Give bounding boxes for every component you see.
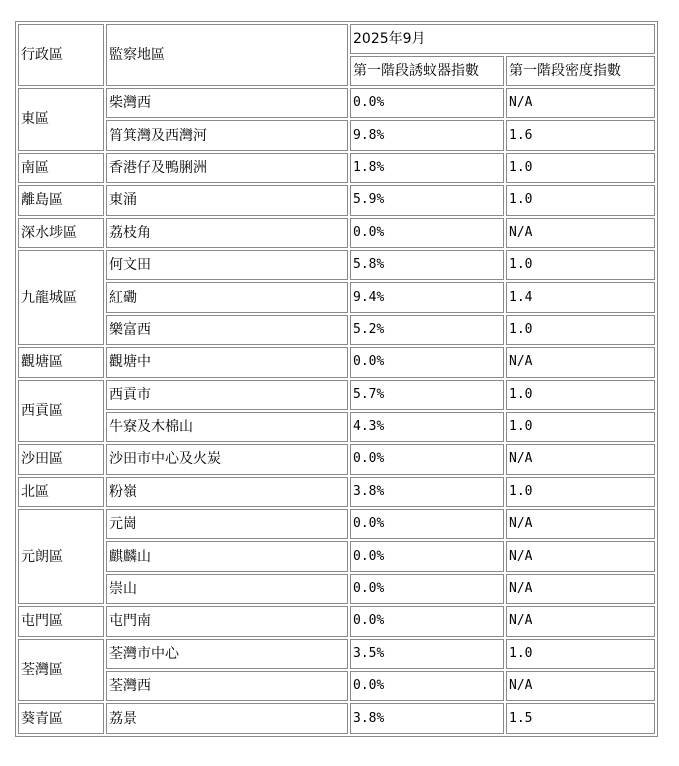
area-cell: 西貢市 [106, 380, 348, 410]
density-index-cell: 1.0 [506, 477, 655, 507]
table-row [18, 120, 655, 150]
density-index-cell: 1.6 [506, 120, 655, 150]
area-cell: 香港仔及鴨脷洲 [106, 153, 348, 183]
area-cell: 牛寮及木棉山 [106, 412, 348, 442]
density-index-cell: N/A [506, 541, 655, 571]
mosquito-index-table [15, 21, 658, 737]
ovitrap-index-cell: 0.0% [350, 218, 504, 248]
area-cell: 荃灣西 [106, 671, 348, 701]
table-row [18, 703, 655, 733]
ovitrap-index-cell: 9.8% [350, 120, 504, 150]
density-index-cell: N/A [506, 574, 655, 604]
density-index-cell: N/A [506, 347, 655, 377]
area-cell: 沙田市中心及火炭 [106, 444, 348, 474]
table-row [18, 315, 655, 345]
area-cell: 柴灣西 [106, 88, 348, 118]
density-index-cell: 1.0 [506, 412, 655, 442]
district-cell: 屯門區 [18, 606, 104, 636]
district-cell: 荃灣區 [18, 639, 104, 702]
header-district: 行政區 [18, 24, 104, 86]
area-cell: 觀塘中 [106, 347, 348, 377]
ovitrap-index-cell: 0.0% [350, 606, 504, 636]
district-cell: 葵青區 [18, 703, 104, 733]
ovitrap-index-cell: 5.2% [350, 315, 504, 345]
ovitrap-index-cell: 0.0% [350, 541, 504, 571]
density-index-cell: N/A [506, 88, 655, 118]
table-row [18, 218, 655, 248]
area-cell: 崇山 [106, 574, 348, 604]
header-density-index: 第一階段密度指數 [506, 56, 655, 86]
table-row [18, 282, 655, 312]
table-body [18, 24, 655, 734]
district-cell: 觀塘區 [18, 347, 104, 377]
table-row [18, 509, 655, 539]
district-cell: 東區 [18, 88, 104, 151]
table-row [18, 185, 655, 215]
table-row [18, 574, 655, 604]
area-cell: 東涌 [106, 185, 348, 215]
density-index-cell: 1.0 [506, 380, 655, 410]
ovitrap-index-cell: 0.0% [350, 671, 504, 701]
ovitrap-index-cell: 3.5% [350, 639, 504, 669]
table-row [18, 541, 655, 571]
table-row [18, 380, 655, 410]
ovitrap-index-cell: 0.0% [350, 347, 504, 377]
district-cell: 北區 [18, 477, 104, 507]
table-row [18, 444, 655, 474]
table-row [18, 606, 655, 636]
table-row [18, 250, 655, 280]
header-row [18, 24, 655, 54]
density-index-cell: N/A [506, 606, 655, 636]
area-cell: 屯門南 [106, 606, 348, 636]
area-cell: 麒麟山 [106, 541, 348, 571]
density-index-cell: 1.0 [506, 185, 655, 215]
district-cell: 九龍城區 [18, 250, 104, 345]
area-cell: 元崗 [106, 509, 348, 539]
area-cell: 荔枝角 [106, 218, 348, 248]
ovitrap-index-cell: 0.0% [350, 509, 504, 539]
table-row [18, 412, 655, 442]
ovitrap-index-cell: 5.8% [350, 250, 504, 280]
ovitrap-index-cell: 3.8% [350, 703, 504, 733]
district-cell: 離島區 [18, 185, 104, 215]
ovitrap-index-cell: 9.4% [350, 282, 504, 312]
table-row [18, 671, 655, 701]
area-cell: 荔景 [106, 703, 348, 733]
density-index-cell: N/A [506, 218, 655, 248]
district-cell: 南區 [18, 153, 104, 183]
density-index-cell: N/A [506, 671, 655, 701]
density-index-cell: N/A [506, 444, 655, 474]
district-cell: 元朗區 [18, 509, 104, 604]
table-row [18, 639, 655, 669]
density-index-cell: 1.5 [506, 703, 655, 733]
district-cell: 深水埗區 [18, 218, 104, 248]
header-area: 監察地區 [106, 24, 348, 86]
area-cell: 何文田 [106, 250, 348, 280]
table-row [18, 477, 655, 507]
density-index-cell: 1.0 [506, 250, 655, 280]
ovitrap-index-cell: 4.3% [350, 412, 504, 442]
density-index-cell: 1.4 [506, 282, 655, 312]
table-row [18, 88, 655, 118]
area-cell: 紅磡 [106, 282, 348, 312]
header-period: 2025年9月 [350, 24, 655, 54]
ovitrap-index-cell: 0.0% [350, 574, 504, 604]
area-cell: 荃灣市中心 [106, 639, 348, 669]
table-row [18, 153, 655, 183]
density-index-cell: N/A [506, 509, 655, 539]
density-index-cell: 1.0 [506, 315, 655, 345]
ovitrap-index-cell: 0.0% [350, 88, 504, 118]
area-cell: 樂富西 [106, 315, 348, 345]
header-ovitrap-index: 第一階段誘蚊器指數 [350, 56, 504, 86]
density-index-cell: 1.0 [506, 153, 655, 183]
table-row [18, 347, 655, 377]
ovitrap-index-cell: 5.9% [350, 185, 504, 215]
ovitrap-index-cell: 5.7% [350, 380, 504, 410]
density-index-cell: 1.0 [506, 639, 655, 669]
district-cell: 西貢區 [18, 380, 104, 443]
area-cell: 筲箕灣及西灣河 [106, 120, 348, 150]
district-cell: 沙田區 [18, 444, 104, 474]
ovitrap-index-cell: 3.8% [350, 477, 504, 507]
ovitrap-index-cell: 1.8% [350, 153, 504, 183]
area-cell: 粉嶺 [106, 477, 348, 507]
ovitrap-index-cell: 0.0% [350, 444, 504, 474]
mosquito-index-table-container [15, 21, 654, 737]
